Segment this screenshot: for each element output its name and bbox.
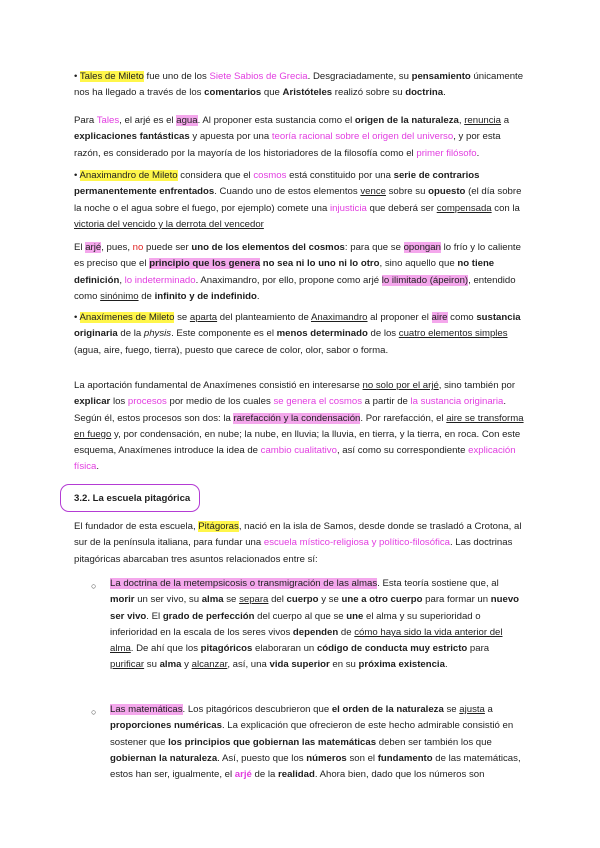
- list-bullet-icon: ○: [91, 581, 97, 591]
- term-primer-filosofo: primer filósofo: [416, 147, 477, 159]
- text: Para: [74, 115, 97, 126]
- bold-numeros: números: [306, 752, 347, 764]
- text: (agua, aire, fuego, tierra), puesto que carece de color, olor, sabor o forma.: [74, 344, 389, 356]
- red-no: no: [132, 242, 144, 253]
- text: , nació en la isla de Samos, desde donde se trasladó a Crotona, al sur de la península italiana, para fundar una: [74, 521, 522, 549]
- text: La aportación fundamental de Anaxímenes consistió en interesarse: [74, 380, 363, 391]
- text: (el día sobre la noche o el agua sobre el fuego, por ejemplo) comete una: [74, 186, 522, 214]
- text: . Las doctrinas pitagóricas abarcaban tres asuntos relacionados entre sí:: [74, 537, 513, 565]
- bold-gobiernan-naturaleza: gobiernan la naturaleza: [110, 752, 218, 764]
- bold-pitagoricos: pitagóricos: [200, 643, 253, 655]
- bold-uno-de-los-elementos: uno de los elementos del cosmos: [191, 242, 345, 253]
- text: por medio de los cuales: [166, 396, 274, 408]
- text: para formar un: [422, 594, 491, 606]
- text: a partir de: [362, 396, 411, 408]
- highlight-rarefaccion-condensacion: rarefacción y la condensación: [233, 412, 361, 424]
- bold-fundamento: fundamento: [377, 752, 433, 764]
- paragraph-tales-agua: [74, 113, 526, 162]
- bold-explicar: explicar: [74, 396, 111, 408]
- text: . Esta teoría sostiene que, al: [377, 578, 499, 589]
- section-title: 3.2. La escuela pitagórica: [74, 493, 191, 504]
- highlight-agua: agua: [176, 115, 198, 126]
- text: , el arjé es el: [119, 115, 177, 126]
- bold-ni-uno-ni-otro: no sea ni lo uno ni lo otro: [260, 258, 380, 270]
- highlight-pitagoras: Pitágoras: [198, 521, 239, 532]
- text: el alma y su superioridad o inferioridad en la escala de los seres vivos: [110, 610, 481, 638]
- underline-aire-fuego: aire se transforma en fuego: [74, 412, 524, 440]
- term-injusticia: injusticia: [330, 202, 367, 214]
- text: . Cuando uno de estos elementos: [214, 186, 361, 198]
- bold-realidad: realidad: [278, 769, 315, 781]
- paragraph-anaximenes-procesos: [74, 378, 526, 476]
- text: de: [338, 626, 355, 638]
- text: del cuerpo al que se: [254, 610, 347, 622]
- text: , sino aquello que: [379, 258, 458, 270]
- underline-alcanzar: alcanzar: [191, 659, 228, 671]
- text: está constituido por una: [286, 170, 394, 181]
- bold-codigo-conducta: código de conducta muy estricto: [316, 643, 468, 655]
- text: . Desgraciadamente, su: [307, 71, 412, 82]
- text: en su: [329, 659, 359, 671]
- text: a: [501, 115, 510, 126]
- bold-infinito-indefinido: infinito y de indefinido: [154, 290, 257, 302]
- highlight-matematicas: Las matemáticas: [110, 704, 183, 715]
- text: considera que el: [177, 170, 254, 181]
- term-cosmos: cosmos: [253, 170, 287, 181]
- term-procesos: procesos: [127, 396, 167, 408]
- text: , así como su correspondiente: [336, 445, 469, 457]
- term-tales: Tales: [96, 115, 120, 126]
- term-se-genera-cosmos: se genera el cosmos: [273, 396, 363, 408]
- text: . Al proponer esta sustancia como el: [197, 115, 355, 126]
- text: fue uno de los: [143, 71, 210, 82]
- text: . Los pitagóricos descubrieron que: [182, 704, 332, 715]
- text: , sino también por: [438, 380, 516, 391]
- bold-serie-contrarios: serie de contrarios permanentemente enfrentados: [74, 170, 480, 198]
- bold-pensamiento: pensamiento: [411, 71, 471, 82]
- highlight-lo-ilimitado: lo ilimitado (ápeiron): [381, 274, 469, 286]
- text: lo frío y lo caliente es preciso que el: [74, 242, 521, 270]
- text: deben ser también los que: [376, 736, 492, 748]
- term-teoria-racional: teoría racional sobre el origen del universo: [271, 131, 454, 143]
- text: de la: [117, 328, 144, 340]
- text: , pues,: [101, 242, 133, 253]
- bold-no-tiene-definicion: no tiene definición: [74, 258, 495, 286]
- text: ,: [119, 274, 125, 286]
- text: se: [223, 594, 240, 606]
- paragraph-anaximenes: [74, 310, 526, 359]
- paragraph-tales-intro: [74, 69, 526, 102]
- underline-victoria-vencido: victoria del vencido y la derrota del vencedor: [74, 218, 264, 230]
- highlight-opongan: opongan: [403, 242, 441, 253]
- text: y apuesta por una: [189, 131, 272, 143]
- highlight-aire: aire: [431, 312, 448, 323]
- text: . La explicación que ofrecieron de este hecho admirable consistió en sostener que: [110, 720, 514, 748]
- text: El: [74, 242, 86, 253]
- bold-morir: morir: [110, 594, 135, 606]
- highlight-tales-de-mileto: Tales de Mileto: [79, 71, 144, 82]
- underline-separa: separa: [239, 594, 269, 606]
- text: . Por rarefacción, el: [360, 412, 447, 424]
- term-escuela-mistico: escuela místico-religiosa y político-filosófica: [263, 537, 450, 549]
- text: .: [444, 659, 448, 671]
- underline-anaximandro: Anaximandro: [310, 312, 368, 323]
- italic-physis: physis: [143, 328, 172, 340]
- text: . Así, puesto que los: [217, 752, 307, 764]
- text: al proponer el: [367, 312, 432, 323]
- paragraph-pitagoras: [74, 519, 526, 568]
- underline-renuncia: renuncia: [464, 115, 502, 126]
- underline-vence: vence: [360, 186, 386, 198]
- bold-alma-2: alma: [159, 659, 182, 671]
- text: para: [467, 643, 490, 655]
- text: como: [447, 312, 477, 323]
- term-cambio-cualitativo: cambio cualitativo: [260, 445, 337, 457]
- bold-sustancia-originaria: sustancia originaria: [74, 312, 521, 340]
- text: . De ahí que los: [130, 643, 201, 655]
- text: del: [268, 594, 287, 606]
- highlight-metempsicosis: La doctrina de la metempsicosis o transmigración de las almas: [110, 578, 378, 589]
- highlight-arje: arjé: [85, 242, 102, 253]
- bullet-dot: •: [74, 312, 80, 323]
- bold-grado-perfeccion: grado de perfección: [162, 610, 255, 622]
- bullet-dot: •: [74, 170, 80, 181]
- text: sobre su: [385, 186, 429, 198]
- highlight-anaximandro: Anaximandro de Mileto: [79, 170, 178, 181]
- text: los: [110, 396, 128, 408]
- text: son el: [346, 752, 378, 764]
- bold-opuesto: opuesto: [428, 186, 466, 198]
- term-siete-sabios: Siete Sabios de Grecia: [209, 71, 308, 82]
- term-explicacion-fisica: explicación física: [74, 445, 516, 473]
- text: únicamente nos ha llegado a través de los: [74, 71, 524, 99]
- text: . Anaximandro, por ello, propone como arjé: [195, 274, 382, 286]
- bold-origen-naturaleza: origen de la naturaleza: [354, 115, 459, 126]
- text: , así, una: [227, 659, 270, 671]
- term-arje: arjé: [234, 769, 252, 781]
- text: puede ser: [143, 242, 192, 253]
- text: .: [256, 290, 260, 302]
- text: del planteamiento de: [217, 312, 311, 323]
- bold-proxima-existencia: próxima existencia: [358, 659, 445, 671]
- text: y: [181, 659, 192, 671]
- text: . Este componente es el: [171, 328, 277, 340]
- paragraph-arje-apeiron: [74, 240, 526, 305]
- list-item-matematicas: [110, 702, 524, 783]
- list-bullet-icon: ○: [91, 707, 97, 717]
- term-sustancia-originaria: la sustancia originaria: [410, 396, 504, 408]
- text: de los: [367, 328, 399, 340]
- bold-comentarios: comentarios: [204, 87, 262, 99]
- bold-principios-gobiernan: los principios que gobiernan las matemáticas: [168, 736, 377, 748]
- text: . El: [146, 610, 163, 622]
- text: , entendido como: [74, 274, 516, 302]
- text: se: [174, 312, 190, 323]
- text: .: [443, 87, 446, 99]
- text: de: [138, 290, 155, 302]
- bold-aristoteles: Aristóteles: [282, 87, 333, 99]
- underline-purificar: purificar: [110, 659, 145, 671]
- text: .: [96, 461, 100, 473]
- underline-ajusta: ajusta: [459, 704, 485, 715]
- text: , y por esta razón, es considerado por la mayoría de los historiadores de la filosofía como el: [74, 131, 501, 159]
- underline-aparta: aparta: [189, 312, 218, 323]
- text: de la: [251, 769, 279, 781]
- bold-alma: alma: [201, 594, 224, 606]
- bullet-dot: •: [74, 71, 80, 82]
- text: elaboraran un: [252, 643, 317, 655]
- bold-orden-naturaleza: el orden de la naturaleza: [331, 704, 444, 715]
- text: ,: [458, 115, 465, 126]
- paragraph-anaximandro: [74, 168, 526, 233]
- text: El fundador de esta escuela,: [74, 521, 199, 532]
- text: y, por condensación, en nube; la nube, en lluvia; la lluvia, en tierra, y la tierra, en roca. Con este esquema, Anaxímenes introduce la idea de: [74, 428, 521, 457]
- text: .: [476, 147, 480, 159]
- bold-explicaciones-fantasticas: explicaciones fantásticas: [74, 131, 190, 143]
- text: que deberá ser: [366, 202, 437, 214]
- text: se: [443, 704, 460, 715]
- text: . Según él, estos procesos son dos: la: [74, 396, 507, 424]
- bold-vida-superior: vida superior: [269, 659, 330, 671]
- term-lo-indeterminado: lo indeterminado: [124, 274, 196, 286]
- underline-no-solo-arje: no solo por el arjé: [362, 380, 439, 391]
- text: de las matemáticas, estos han ser, igualmente, el: [110, 752, 521, 781]
- underline-compensada: compensada: [436, 202, 492, 214]
- underline-cuatro-elementos: cuatro elementos simples: [398, 328, 508, 340]
- highlight-principio-genera: principio que los genera: [149, 258, 261, 270]
- bold-une: une: [346, 610, 364, 622]
- highlight-anaximenes: Anaxímenes de Mileto: [79, 312, 175, 323]
- bold-une-otro-cuerpo: une a otro cuerpo: [341, 594, 423, 606]
- underline-vida-anterior: cómo haya sido la vida anterior del alma: [110, 626, 503, 655]
- text: realizó sobre su: [332, 87, 406, 99]
- bold-doctrina: doctrina: [405, 87, 444, 99]
- list-item-metempsicosis: [110, 576, 524, 674]
- text: un ser vivo, su: [134, 594, 202, 606]
- text: . Ahora bien, dado que los números son: [314, 769, 485, 781]
- text: con la: [491, 202, 520, 214]
- text: : para que se: [344, 242, 404, 253]
- text: y se: [318, 594, 342, 606]
- bold-menos-determinado: menos determinado: [276, 328, 368, 340]
- text: su: [144, 659, 160, 671]
- text: que: [261, 87, 283, 99]
- text: a: [484, 704, 493, 715]
- bold-cuerpo: cuerpo: [286, 594, 319, 606]
- bold-nuevo-ser-vivo: nuevo ser vivo: [110, 594, 520, 622]
- underline-sinonimo: sinónimo: [100, 290, 139, 302]
- bold-proporciones-numericas: proporciones numéricas: [110, 720, 222, 732]
- bold-dependen: dependen: [292, 626, 339, 638]
